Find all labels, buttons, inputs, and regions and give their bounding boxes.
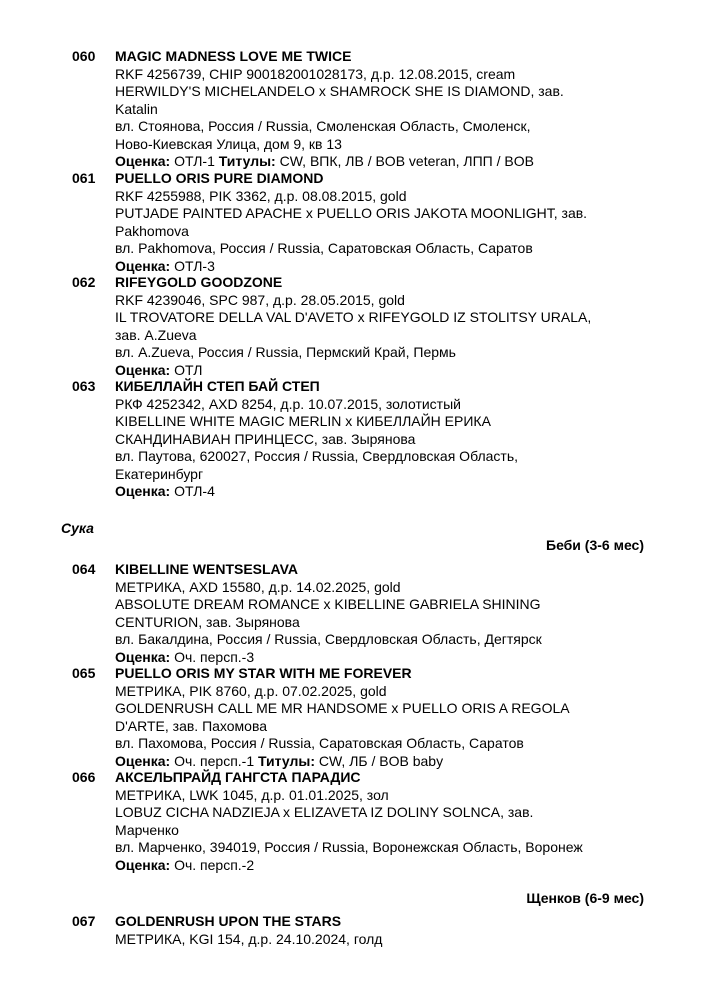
entry-number: 060 <box>72 48 96 64</box>
owner-line: вл. A.Zueva, Россия / Russia, Пермский Край, Пермь <box>115 344 456 360</box>
owner-line: вл. Паутова, 620027, Россия / Russia, Свердловская Область, <box>115 448 519 464</box>
class-heading-baby: Беби (3-6 мес) <box>546 537 644 553</box>
entry-number: 066 <box>72 769 96 785</box>
entry-number: 062 <box>72 274 96 290</box>
registration-line: МЕТРИКА, KGI 154, д.р. 24.10.2024, голд <box>115 930 383 947</box>
dog-name: PUELLO ORIS MY STAR WITH ME FOREVER <box>115 665 412 681</box>
pedigree-line: LOBUZ CICHA NADZIEJA x ELIZAVETA IZ DOLINY SOLNCA, зав. <box>115 804 534 820</box>
pedigree-line: CENTURION, зав. Зырянова <box>115 613 300 630</box>
owner-line: вл. Марченко, 394019, Россия / Russia, Воронежская Область, Воронеж <box>115 839 583 855</box>
pedigree-line: Katalin <box>115 100 158 117</box>
grade-line <box>115 362 202 379</box>
pedigree-line: GOLDENRUSH CALL ME MR HANDSOME x PUELLO ORIS A REGOLA <box>115 700 570 716</box>
pedigree-line: PUTJADE PAINTED APACHE x PUELLO ORIS JAKOTA MOONLIGHT, зав. <box>115 205 588 221</box>
grade-line <box>115 483 215 500</box>
section-label: Сука <box>61 520 94 536</box>
pedigree-line: Pakhomova <box>115 222 189 239</box>
owner-line: вл. Pakhomova, Россия / Russia, Саратовская Область, Саратов <box>115 240 533 256</box>
registration-line: МЕТРИКА, LWK 1045, д.р. 01.01.2025, зол <box>115 786 389 803</box>
class-heading-puppy: Щенков (6-9 мес) <box>526 890 644 906</box>
grade-value: Оч. персп.-2 <box>174 856 255 873</box>
grade-label: Оценка: <box>115 361 171 378</box>
owner-line: вл. Пахомова, Россия / Russia, Саратовская Область, Саратов <box>115 735 524 751</box>
pedigree-line: IL TROVATORE DELLA VAL D'AVETO x RIFEYGOLD IZ STOLITSY URALA, <box>115 309 592 325</box>
grade-line <box>115 649 254 666</box>
dog-name: RIFEYGOLD GOODZONE <box>115 274 283 290</box>
grade-label: Оценка: <box>115 648 171 665</box>
pedigree-line: Марченко <box>115 821 179 838</box>
grade-value: ОТЛ-1 <box>174 153 215 169</box>
grade-label: Оценка: <box>115 856 171 873</box>
titles-label: Титулы: <box>258 752 315 769</box>
registration-line: РКФ 4252342, AXD 8254, д.р. 10.07.2015, золотистый <box>115 395 461 412</box>
dog-name: КИБЕЛЛАЙН СТЕП БАЙ СТЕП <box>115 378 320 394</box>
entry-number: 067 <box>72 913 96 929</box>
entry-number: 064 <box>72 561 96 577</box>
registration-line: RKF 4255988, PIK 3362, д.р. 08.08.2015, gold <box>115 187 407 204</box>
dog-name: PUELLO ORIS PURE DIAMOND <box>115 170 324 186</box>
titles-value: CW, ЛБ / BOB baby <box>318 752 444 769</box>
registration-line: МЕТРИКА, AXD 15580, д.р. 14.02.2025, gold <box>115 578 401 595</box>
grade-value: ОТЛ-3 <box>174 257 215 274</box>
grade-value: Оч. персп.-3 <box>174 648 255 665</box>
dog-name: АКСЕЛЬПРАЙД ГАНГСТА ПАРАДИС <box>115 769 361 785</box>
pedigree-line: D'ARTE, зав. Пахомова <box>115 717 268 734</box>
pedigree-line: СКАНДИНАВИАН ПРИНЦЕСС, зав. Зырянова <box>115 430 416 447</box>
grade-line <box>115 153 534 170</box>
registration-line: МЕТРИКА, PIK 8760, д.р. 07.02.2025, gold <box>115 682 387 699</box>
dog-name: GOLDENRUSH UPON THE STARS <box>115 913 342 929</box>
grade-line <box>115 258 215 275</box>
dog-name: KIBELLINE WENTSESLAVA <box>115 561 299 577</box>
registration-line: RKF 4256739, CHIP 900182001028173, д.р. 12.08.2015, cream <box>115 65 516 82</box>
owner-line: вл. Бакалдина, Россия / Russia, Свердловская Область, Дегтярск <box>115 631 542 647</box>
dog-name: MAGIC MADNESS LOVE ME TWICE <box>115 48 352 64</box>
grade-value: ОТЛ-4 <box>174 483 215 499</box>
grade-label: Оценка: <box>115 153 171 169</box>
grade-line <box>115 857 254 874</box>
grade-value: Оч. персп.-1 <box>174 752 255 769</box>
entry-number: 065 <box>72 665 96 681</box>
pedigree-line: ABSOLUTE DREAM ROMANCE x KIBELLINE GABRIELA SHINING <box>115 596 541 612</box>
owner-line: Екатеринбург <box>115 465 204 482</box>
grade-line <box>115 753 443 770</box>
grade-label: Оценка: <box>115 257 171 274</box>
entry-number: 063 <box>72 378 96 394</box>
titles-value: CW, ВПК, ЛВ / BOB veteran, ЛПП / BOB <box>279 153 534 169</box>
owner-line: Ново-Киевская Улица, дом 9, кв 13 <box>115 135 342 152</box>
grade-value: ОТЛ <box>174 361 203 378</box>
grade-label: Оценка: <box>115 752 171 769</box>
pedigree-line: KIBELLINE WHITE MAGIC MERLIN x КИБЕЛЛАЙН ЕРИКА <box>115 413 491 429</box>
owner-line: вл. Стоянова, Россия / Russia, Смоленская Область, Смоленск, <box>115 118 531 134</box>
pedigree-line: HERWILDY'S MICHELANDELO x SHAMROCK SHE IS DIAMOND, зав. <box>115 83 564 99</box>
entry-number: 061 <box>72 170 96 186</box>
registration-line: RKF 4239046, SPC 987, д.р. 28.05.2015, gold <box>115 291 405 308</box>
grade-label: Оценка: <box>115 483 171 499</box>
pedigree-line: зав. A.Zueva <box>115 326 197 343</box>
titles-label: Титулы: <box>218 153 276 169</box>
